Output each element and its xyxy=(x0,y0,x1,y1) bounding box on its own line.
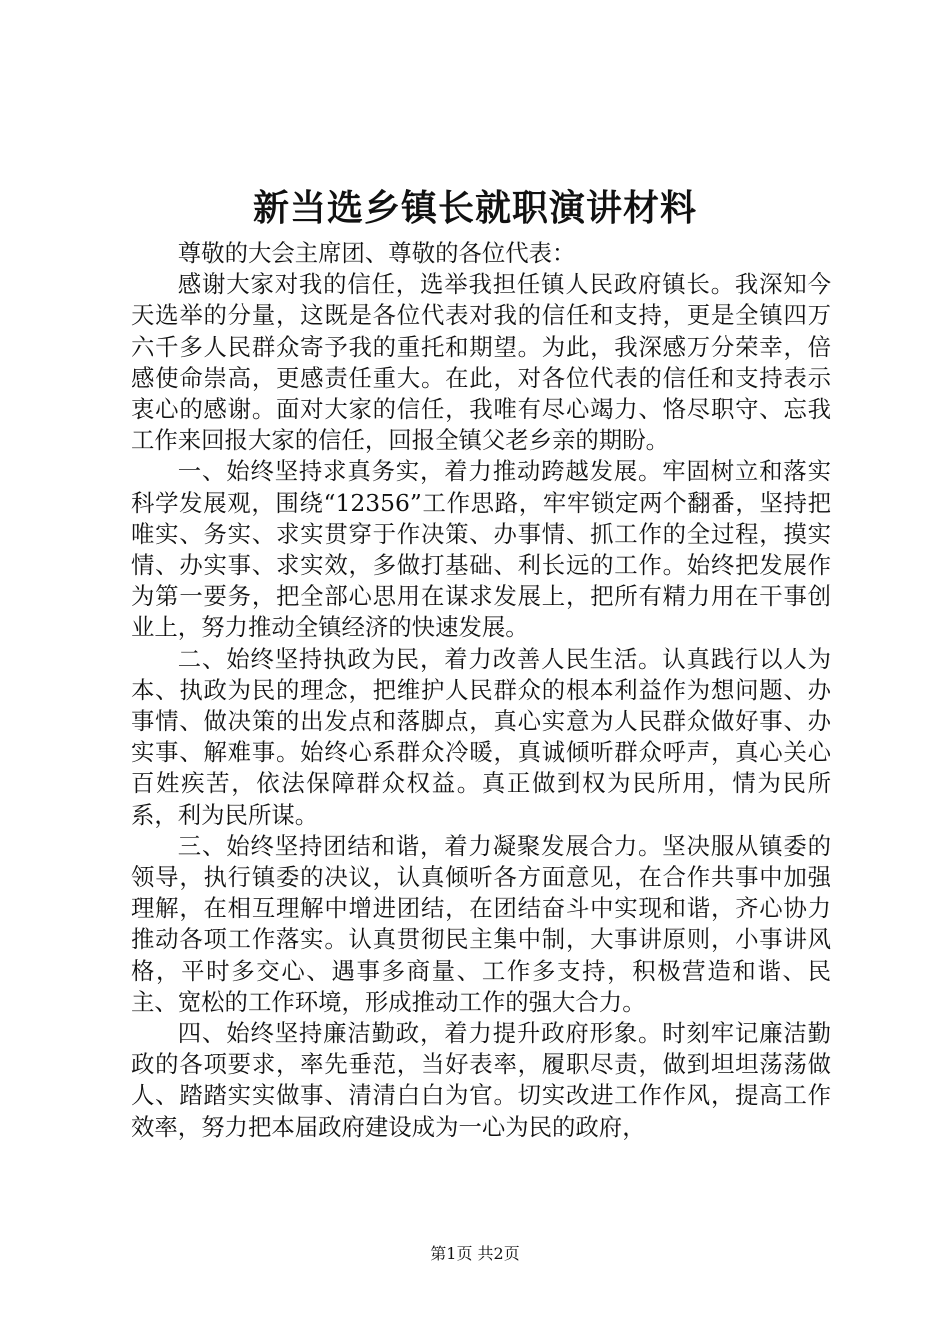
point-four-paragraph: 四、始终坚持廉洁勤政，着力提升政府形象。时刻牢记廉洁勤政的各项要求，率先垂范，当好表率，履职尽责，做到坦坦荡荡做人、踏踏实实做事、清清白白为官。切实改进工作作风，提高工作效率，努力把本届政府建设成为一心为民的政府， xyxy=(131,1019,831,1141)
point-two-paragraph: 二、始终坚持执政为民，着力改善人民生活。认真践行以人为本、执政为民的理念，把维护人民群众的根本利益作为想问题、办事情、做决策的出发点和落脚点，真心实意为人民群众做好事、办实事、解难事。始终心系群众冷暖，真诚倾听群众呼声，真心关心百姓疾苦，依法保障群众权益。真正做到权为民所用，情为民所系，利为民所谋。 xyxy=(131,644,831,829)
page-number-footer: 第1页 共2页 xyxy=(430,1244,520,1263)
document-body xyxy=(131,238,831,1143)
document-title: 新当选乡镇长就职演讲材料 xyxy=(252,187,697,229)
point-one-paragraph: 一、始终坚持求真务实，着力推动跨越发展。牢固树立和落实科学发展观，围绕“12356”工作思路，牢牢锁定两个翻番，坚持把唯实、务实、求实贯穿于作决策、办事情、抓工作的全过程，摸实情、办实事、求实效，多做打基础、利长远的工作。始终把发展作为第一要务，把全部心思用在谋求发展上，把所有精力用在干事创业上，努力推动全镇经济的快速发展。 xyxy=(131,457,831,642)
point-three-paragraph: 三、始终坚持团结和谐，着力凝聚发展合力。坚决服从镇委的领导，执行镇委的决议，认真倾听各方面意见，在合作共事中加强理解，在相互理解中增进团结，在团结奋斗中实现和谐，齐心协力推动各项工作落实。认真贯彻民主集中制，大事讲原则，小事讲风格，平时多交心、遇事多商量、工作多支持，积极营造和谐、民主、宽松的工作环境，形成推动工作的强大合力。 xyxy=(131,831,831,1016)
intro-paragraph: 感谢大家对我的信任，选举我担任镇人民政府镇长。我深知今天选举的分量，这既是各位代表对我的信任和支持，更是全镇四万六千多人民群众寄予我的重托和期望。为此，我深感万分荣幸，倍感使命崇高，更感责任重大。在此，对各位代表的信任和支持表示衷心的感谢。面对大家的信任，我唯有尽心竭力、恪尽职守、忘我工作来回报大家的信任，回报全镇父老乡亲的期盼。 xyxy=(131,270,831,455)
salutation-paragraph: 尊敬的大会主席团、尊敬的各位代表： xyxy=(177,239,576,267)
